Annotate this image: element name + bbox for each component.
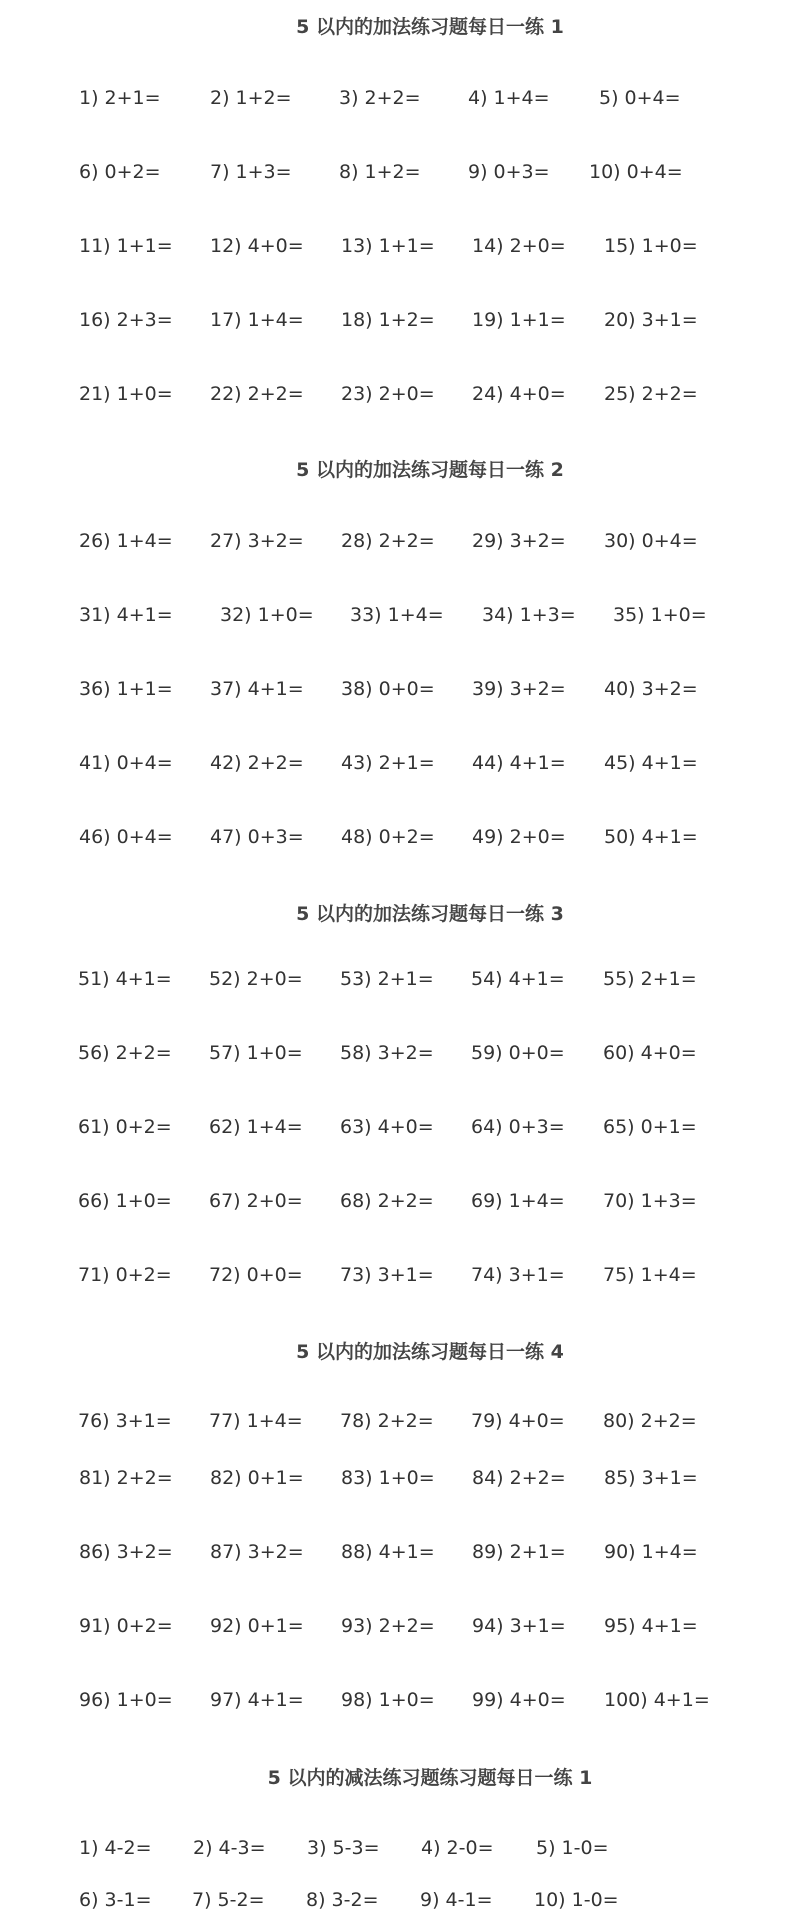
- problem: 9) 4-1=: [420, 1889, 493, 1911]
- problem: 14) 2+0=: [472, 235, 566, 257]
- problem: 61) 0+2=: [78, 1116, 172, 1138]
- problem: 91) 0+2=: [79, 1615, 173, 1637]
- problem: 90) 1+4=: [604, 1541, 698, 1563]
- problem: 55) 2+1=: [603, 968, 697, 990]
- problem: 21) 1+0=: [79, 383, 173, 405]
- problem: 9) 0+3=: [468, 161, 550, 183]
- problem: 29) 3+2=: [472, 530, 566, 552]
- section-title: 5 以内的加法练习题每日一练 1: [296, 16, 564, 38]
- problem: 89) 2+1=: [472, 1541, 566, 1563]
- problem: 56) 2+2=: [78, 1042, 172, 1064]
- problem: 67) 2+0=: [209, 1190, 303, 1212]
- problem: 96) 1+0=: [79, 1689, 173, 1711]
- problem: 45) 4+1=: [604, 752, 698, 774]
- problem: 41) 0+4=: [79, 752, 173, 774]
- problem: 12) 4+0=: [210, 235, 304, 257]
- problem: 73) 3+1=: [340, 1264, 434, 1286]
- section-title: 5 以内的加法练习题每日一练 3: [296, 903, 564, 925]
- problem: 1) 2+1=: [79, 87, 161, 109]
- problem: 44) 4+1=: [472, 752, 566, 774]
- problem: 52) 2+0=: [209, 968, 303, 990]
- problem: 6) 3-1=: [79, 1889, 152, 1911]
- problem: 68) 2+2=: [340, 1190, 434, 1212]
- problem: 80) 2+2=: [603, 1410, 697, 1432]
- problem: 38) 0+0=: [341, 678, 435, 700]
- problem: 50) 4+1=: [604, 826, 698, 848]
- problem: 15) 1+0=: [604, 235, 698, 257]
- problem: 37) 4+1=: [210, 678, 304, 700]
- problem: 2) 1+2=: [210, 87, 292, 109]
- problem: 43) 2+1=: [341, 752, 435, 774]
- problem: 77) 1+4=: [209, 1410, 303, 1432]
- problem: 27) 3+2=: [210, 530, 304, 552]
- section-title: 5 以内的加法练习题每日一练 4: [296, 1341, 564, 1363]
- problem: 3) 2+2=: [339, 87, 421, 109]
- problem: 34) 1+3=: [482, 604, 576, 626]
- problem: 100) 4+1=: [604, 1689, 710, 1711]
- problem: 82) 0+1=: [210, 1467, 304, 1489]
- problem: 86) 3+2=: [79, 1541, 173, 1563]
- problem: 4) 2-0=: [421, 1837, 494, 1859]
- problem: 5) 0+4=: [599, 87, 681, 109]
- section-title: 5 以内的减法练习题练习题每日一练 1: [267, 1767, 593, 1789]
- problem: 31) 4+1=: [79, 604, 173, 626]
- problem: 26) 1+4=: [79, 530, 173, 552]
- problem: 75) 1+4=: [603, 1264, 697, 1286]
- problem: 59) 0+0=: [471, 1042, 565, 1064]
- problem: 93) 2+2=: [341, 1615, 435, 1637]
- problem: 83) 1+0=: [341, 1467, 435, 1489]
- problem: 1) 4-2=: [79, 1837, 152, 1859]
- problem: 23) 2+0=: [341, 383, 435, 405]
- problem: 7) 5-2=: [192, 1889, 265, 1911]
- problem: 97) 4+1=: [210, 1689, 304, 1711]
- problem: 64) 0+3=: [471, 1116, 565, 1138]
- problem: 39) 3+2=: [472, 678, 566, 700]
- problem: 84) 2+2=: [472, 1467, 566, 1489]
- problem: 62) 1+4=: [209, 1116, 303, 1138]
- problem: 65) 0+1=: [603, 1116, 697, 1138]
- problem: 69) 1+4=: [471, 1190, 565, 1212]
- problem: 10) 1-0=: [534, 1889, 619, 1911]
- problem: 63) 4+0=: [340, 1116, 434, 1138]
- problem: 66) 1+0=: [78, 1190, 172, 1212]
- section-title: 5 以内的加法练习题每日一练 2: [296, 459, 564, 481]
- problem: 25) 2+2=: [604, 383, 698, 405]
- problem: 87) 3+2=: [210, 1541, 304, 1563]
- problem: 78) 2+2=: [340, 1410, 434, 1432]
- problem: 98) 1+0=: [341, 1689, 435, 1711]
- problem: 4) 1+4=: [468, 87, 550, 109]
- problem: 20) 3+1=: [604, 309, 698, 331]
- problem: 46) 0+4=: [79, 826, 173, 848]
- problem: 11) 1+1=: [79, 235, 173, 257]
- problem: 35) 1+0=: [613, 604, 707, 626]
- problem: 6) 0+2=: [79, 161, 161, 183]
- problem: 30) 0+4=: [604, 530, 698, 552]
- problem: 36) 1+1=: [79, 678, 173, 700]
- problem: 7) 1+3=: [210, 161, 292, 183]
- problem: 2) 4-3=: [193, 1837, 266, 1859]
- problem: 33) 1+4=: [350, 604, 444, 626]
- problem: 8) 1+2=: [339, 161, 421, 183]
- problem: 72) 0+0=: [209, 1264, 303, 1286]
- problem: 5) 1-0=: [536, 1837, 609, 1859]
- problem: 76) 3+1=: [78, 1410, 172, 1432]
- problem: 3) 5-3=: [307, 1837, 380, 1859]
- problem: 32) 1+0=: [220, 604, 314, 626]
- problem: 49) 2+0=: [472, 826, 566, 848]
- problem: 70) 1+3=: [603, 1190, 697, 1212]
- problem: 51) 4+1=: [78, 968, 172, 990]
- problem: 60) 4+0=: [603, 1042, 697, 1064]
- problem: 48) 0+2=: [341, 826, 435, 848]
- problem: 22) 2+2=: [210, 383, 304, 405]
- problem: 13) 1+1=: [341, 235, 435, 257]
- problem: 16) 2+3=: [79, 309, 173, 331]
- problem: 57) 1+0=: [209, 1042, 303, 1064]
- problem: 42) 2+2=: [210, 752, 304, 774]
- problem: 92) 0+1=: [210, 1615, 304, 1637]
- problem: 71) 0+2=: [78, 1264, 172, 1286]
- problem: 88) 4+1=: [341, 1541, 435, 1563]
- problem: 85) 3+1=: [604, 1467, 698, 1489]
- problem: 81) 2+2=: [79, 1467, 173, 1489]
- problem: 17) 1+4=: [210, 309, 304, 331]
- problem: 28) 2+2=: [341, 530, 435, 552]
- problem: 19) 1+1=: [472, 309, 566, 331]
- problem: 94) 3+1=: [472, 1615, 566, 1637]
- problem: 54) 4+1=: [471, 968, 565, 990]
- problem: 40) 3+2=: [604, 678, 698, 700]
- problem: 99) 4+0=: [472, 1689, 566, 1711]
- problem: 8) 3-2=: [306, 1889, 379, 1911]
- problem: 47) 0+3=: [210, 826, 304, 848]
- problem: 53) 2+1=: [340, 968, 434, 990]
- problem: 18) 1+2=: [341, 309, 435, 331]
- problem: 24) 4+0=: [472, 383, 566, 405]
- problem: 10) 0+4=: [589, 161, 683, 183]
- problem: 58) 3+2=: [340, 1042, 434, 1064]
- problem: 74) 3+1=: [471, 1264, 565, 1286]
- problem: 79) 4+0=: [471, 1410, 565, 1432]
- problem: 95) 4+1=: [604, 1615, 698, 1637]
